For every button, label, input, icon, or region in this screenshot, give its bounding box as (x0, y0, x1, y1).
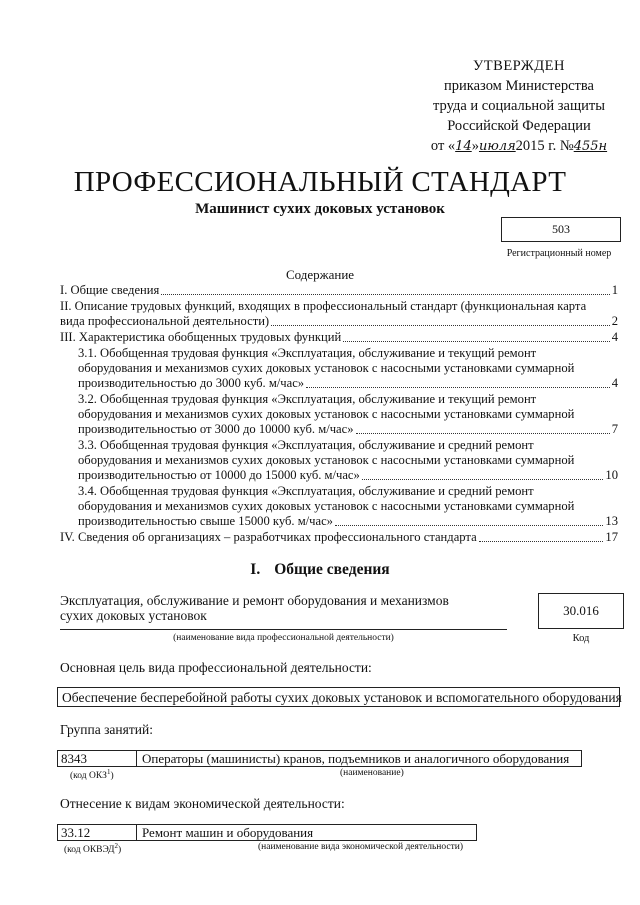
toc-page: 7 (611, 422, 618, 436)
okved-name: Ремонт машин и оборудования (142, 825, 314, 840)
okz-name-caption: (наименование) (340, 768, 404, 778)
toc-page: 13 (605, 514, 618, 528)
toc-entry[interactable] (60, 392, 618, 437)
toc-page: 17 (605, 530, 618, 544)
okved-name-caption: (наименование вида экономической деятельности) (258, 842, 463, 852)
table-of-contents (60, 283, 618, 546)
handwritten-day: 14 (455, 139, 472, 154)
toc-entry[interactable] (60, 530, 618, 545)
toc-entry-text: производительностью от 3000 до 10000 куб. м/час» (78, 422, 354, 436)
approval-date-line (404, 136, 634, 157)
goal-label: Основная цель вида профессиональной деятельности: (60, 660, 372, 675)
toc-entry-text: оборудования и механизмов сухих доковых установок с насосными установками суммарной (78, 499, 575, 513)
toc-entry-text: 3.4. Обобщенная трудовая функция «Эксплуатация, обслуживание и средний ремонт (78, 484, 534, 498)
okved-code: 33.12 (58, 825, 137, 840)
underline-divider (60, 629, 507, 630)
toc-leader (335, 525, 603, 526)
okz-code-caption: (код ОКЗ$^1$) (70, 768, 114, 782)
registration-caption: Регистрационный номер (506, 248, 612, 259)
page-title: ПРОФЕССИОНАЛЬНЫЙ СТАНДАРТ (73, 166, 567, 198)
econ-label: Отнесение к видам экономической деятельности: (60, 796, 345, 811)
toc-leader (343, 341, 610, 342)
toc-entry[interactable] (60, 299, 618, 329)
goal-box: Обеспечение бесперебойной работы сухих доковых установок и вспомогательного оборудования (57, 687, 620, 707)
toc-entry-text: оборудования и механизмов сухих доковых установок с насосными установками суммарной (78, 453, 575, 467)
section-number: I. (250, 561, 261, 578)
handwritten-month: июля (478, 139, 516, 154)
toc-entry-text: 3.3. Обобщенная трудовая функция «Эксплуатация, обслуживание и средний ремонт (78, 438, 534, 452)
activity-caption: (наименование вида профессиональной деятельности) (173, 633, 394, 643)
toc-entry[interactable] (60, 346, 618, 391)
occupation-group-table (57, 750, 582, 767)
toc-page: 4 (611, 330, 618, 344)
toc-heading: Содержание (285, 267, 355, 282)
toc-entry-text: 3.1. Обобщенная трудовая функция «Эксплуатация, обслуживание и текущий ремонт (78, 346, 537, 360)
toc-page: 1 (611, 283, 618, 297)
toc-entry[interactable] (60, 484, 618, 529)
code-caption: Код (572, 633, 590, 644)
toc-page: 2 (611, 314, 618, 328)
approval-heading: УТВЕРЖДЕН (473, 58, 565, 74)
group-label: Группа занятий: (60, 722, 153, 737)
section-title: Общие сведения (274, 561, 390, 578)
toc-leader (161, 294, 609, 295)
activity-name: Эксплуатация, обслуживание и ремонт оборудования и механизмов сухих доковых установок (60, 593, 449, 623)
handwritten-order-number: 455н (573, 139, 608, 154)
toc-leader (362, 479, 604, 480)
toc-entry-text: оборудования и механизмов сухих доковых установок с насосными установками суммарной (78, 407, 575, 421)
okz-code: 8343 (58, 751, 137, 766)
toc-leader (356, 433, 610, 434)
toc-entry-text: оборудования и механизмов сухих доковых установок с насосными установками суммарной (78, 361, 575, 375)
toc-leader (271, 325, 610, 326)
toc-page: 10 (605, 468, 618, 482)
toc-entry-text: II. Описание трудовых функций, входящих в профессиональный стандарт (функциональная карта (60, 299, 587, 313)
economic-activity-table (57, 824, 477, 841)
toc-entry[interactable] (60, 330, 618, 345)
approval-line: труда и социальной защиты (433, 98, 605, 114)
approval-line: Российской Федерации (447, 118, 591, 134)
toc-leader (306, 387, 610, 388)
toc-entry-text: вида профессиональной деятельности) (60, 314, 270, 328)
toc-leader (479, 541, 604, 542)
toc-entry-text: производительностью до 3000 куб. м/час» (78, 376, 305, 390)
okz-name: Операторы (машинисты) кранов, подъемников и аналогичного оборудования (142, 751, 570, 766)
toc-entry-text: IV. Сведения об организациях – разработчиках профессионального стандарта (60, 530, 477, 544)
activity-code-box: 30.016 (538, 593, 624, 629)
toc-entry[interactable] (60, 438, 618, 483)
date-prefix: от « (430, 138, 456, 154)
date-year: 2015 г. № (515, 138, 574, 154)
okved-code-caption: (код ОКВЭД$^2$) (64, 842, 122, 856)
section-heading (0, 561, 640, 579)
toc-entry-text: производительностью от 10000 до 15000 куб. м/час» (78, 468, 360, 482)
page-subtitle: Машинист сухих доковых установок (195, 201, 445, 217)
approval-line: приказом Министерства (444, 78, 594, 94)
toc-entry-text: III. Характеристика обобщенных трудовых функций (60, 330, 342, 344)
toc-page: 4 (611, 376, 618, 390)
toc-entry-text: 3.2. Обобщенная трудовая функция «Эксплуатация, обслуживание и текущий ремонт (78, 392, 537, 406)
registration-number-box: 503 (501, 217, 621, 242)
date-mid: » (471, 138, 479, 154)
toc-entry-text: производительностью свыше 15000 куб. м/час» (78, 514, 333, 528)
toc-entry-text: I. Общие сведения (60, 283, 160, 297)
approval-block (404, 56, 634, 157)
toc-entry[interactable] (60, 283, 618, 298)
